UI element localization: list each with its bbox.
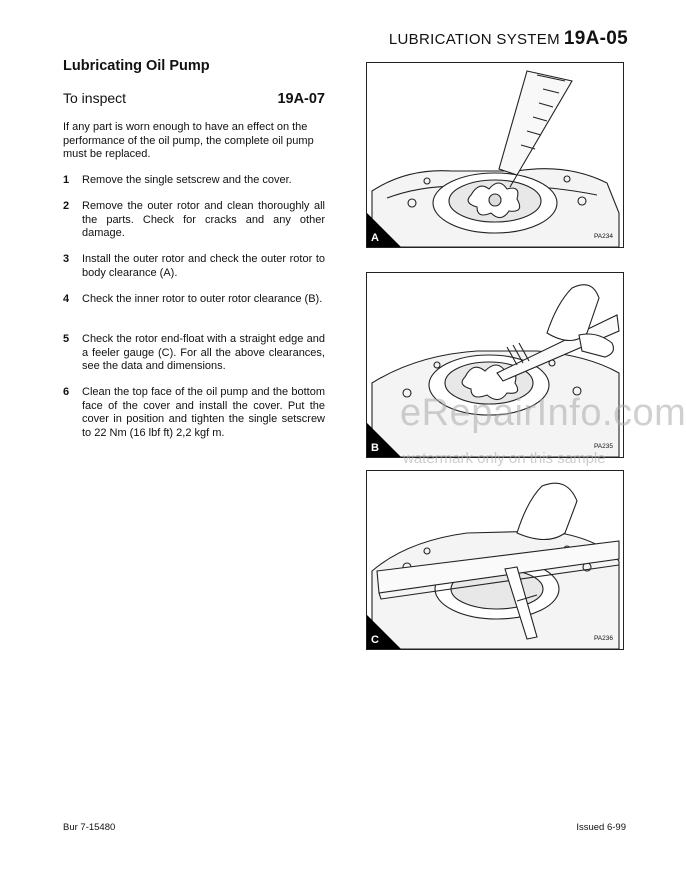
page-header [389,28,628,50]
header-code: 19A-05 [563,28,628,49]
footer-issue-date: Issued 6-99 [576,822,626,833]
footer-document-number: Bur 7-15480 [63,822,116,833]
intro-paragraph: If any part is worn enough to have an effect on the performance of the oil pump, the complete oil pump must be replaced. [63,121,314,161]
step-text: Remove the outer rotor and clean thoroughly all the parts. Check for cracks and any other damage. [82,200,325,240]
rotor-end-float-illustration [367,471,623,649]
subsection-heading [63,90,325,107]
step-3 [63,253,325,280]
step-number: 4 [63,293,70,305]
step-number: 2 [63,200,70,212]
subsection-title: To inspect [63,90,127,106]
step-number: 3 [63,253,70,265]
step-2 [63,200,325,241]
step-4 [63,293,325,307]
figure-ref: PA235 [593,443,613,450]
oil-pump-body-clearance-illustration [367,63,623,247]
figure-letter: B [371,442,379,454]
header-title: LUBRICATION SYSTEM [388,31,560,48]
step-text: Check the rotor end-float with a straight edge and a feeler gauge (C). For all the above clearances, see the data and dimensions. [82,333,325,373]
figure-a [366,62,624,248]
step-number: 1 [63,174,70,186]
step-text: Check the inner rotor to outer rotor clearance (B). [82,293,323,305]
figure-ref: PA234 [593,233,613,240]
step-number: 6 [63,386,70,398]
watermark-main: eRepairInfo.com [400,392,686,434]
figure-letter: A [371,232,379,244]
figure-letter: C [371,634,379,646]
step-text: Clean the top face of the oil pump and the bottom face of the cover and install the cover. Put the cover in position and tighten the single setscrew to 22 Nm (16 lbf ft) 2,2 kgf m. [82,386,325,439]
watermark-sub: watermark only on this sample [403,450,606,467]
step-5 [63,333,325,374]
section-title: Lubricating Oil Pump [63,58,210,74]
step-6 [63,386,325,440]
step-number: 5 [63,333,70,345]
step-text: Install the outer rotor and check the outer rotor to body clearance (A). [82,253,325,279]
step-1 [63,174,325,188]
subsection-code: 19A-07 [277,91,325,107]
figure-c [366,470,624,650]
figure-ref: PA236 [593,635,613,642]
step-text: Remove the single setscrew and the cover. [82,174,292,186]
